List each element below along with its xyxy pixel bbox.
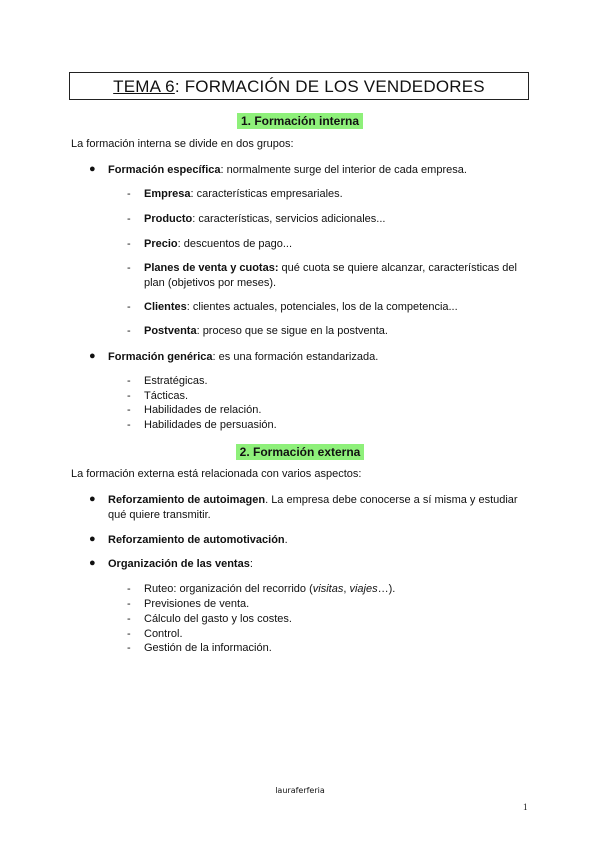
title-topic: TEMA 6 <box>113 77 175 96</box>
bullet-icon: ● <box>89 493 96 505</box>
bullet-icon: ● <box>89 557 96 569</box>
footer-author: lauraferferia <box>275 786 325 795</box>
section2-intro: La formación externa está relacionada con varios aspectos: <box>71 468 362 480</box>
title-text: : FORMACIÓN DE LOS VENDEDORES <box>174 77 485 96</box>
section-heading-2: 2. Formación externa <box>0 443 600 461</box>
page-title <box>69 72 529 100</box>
bullet-icon: ● <box>89 533 96 545</box>
bullet-icon: ● <box>89 350 96 362</box>
bullet-icon: ● <box>89 163 96 175</box>
section1-intro: La formación interna se divide en dos grupos: <box>71 138 294 150</box>
section-heading-1: 1. Formación interna <box>0 112 600 130</box>
page-number: 1 <box>523 802 528 812</box>
